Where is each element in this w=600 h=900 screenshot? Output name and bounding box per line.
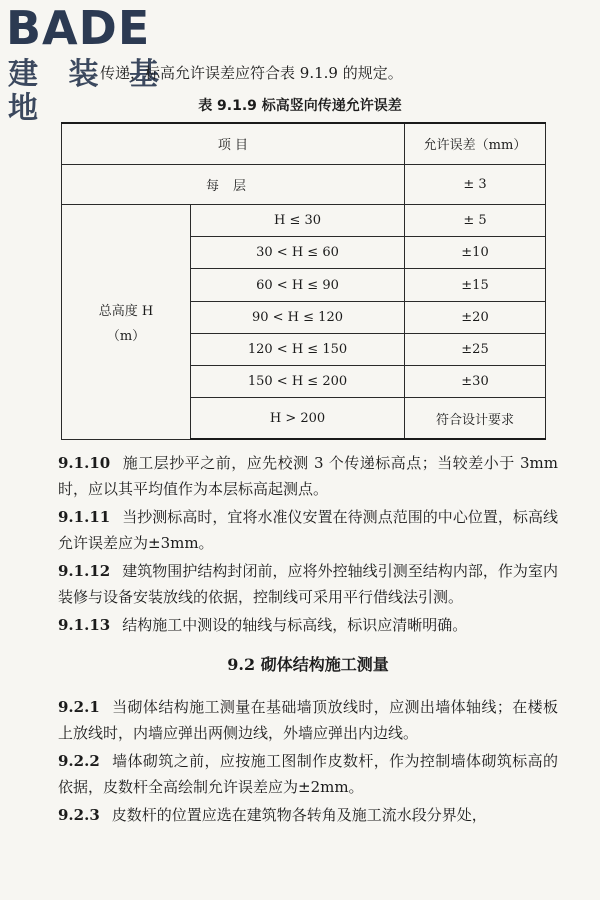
clause-number: 9.1.11	[58, 508, 111, 526]
height-tolerance: ±20	[405, 301, 546, 333]
clause-text: 当抄测标高时，宜将水准仪安置在待测点范围的中心位置，标高线允许误差应为±3mm。	[58, 508, 558, 552]
table-caption: 表 9.1.9 标高竖向传递允许误差	[198, 98, 402, 114]
clause-9-2-2	[58, 748, 558, 800]
clause-text: 皮数杆的位置应选在建筑物各转角及施工流水段分界处，	[111, 806, 487, 824]
clause-9-2-1	[58, 694, 558, 746]
clause-text: 施工层抄平之前，应先校测 3 个传递标高点；当较差小于 3mm 时，应以其平均值作为本层标高起测点。	[58, 454, 558, 498]
clause-text: 墙体砌筑之前，应按施工图制作皮数杆，作为控制墙体砌筑标高的依据，皮数杆全高绘制允许误差应为±2mm。	[58, 752, 558, 796]
height-tolerance: ±30	[405, 366, 546, 398]
clause-number: 9.2.2	[58, 752, 100, 770]
logo-wordmark: BADE	[6, 1, 151, 55]
height-range: 90 < H ≤ 120	[191, 301, 405, 333]
clause-number: 9.2.1	[58, 698, 100, 716]
height-range: 60 < H ≤ 90	[191, 269, 405, 301]
clause-number: 9.2.3	[58, 806, 100, 824]
per-floor-label: 每层	[62, 164, 405, 204]
clause-9-1-11	[58, 504, 558, 556]
clause-number: 9.1.12	[58, 562, 111, 580]
section-heading-9-2: 9.2 砌体结构施工测量	[227, 655, 389, 674]
per-floor-value: ± 3	[405, 164, 546, 204]
height-range: H > 200	[191, 398, 405, 439]
clause-text: 建筑物围护结构封闭前，应将外控轴线引测至结构内部，作为室内装修与设备安装放线的依据，控制线可采用平行借线法引测。	[58, 562, 558, 606]
clause-text: 结构施工中测设的轴线与标高线，标识应清晰明确。	[122, 616, 468, 634]
table-row-per-floor	[62, 164, 546, 204]
height-range: 150 < H ≤ 200	[191, 366, 405, 398]
clause-9-2-3	[58, 802, 558, 828]
tolerance-table	[61, 122, 546, 440]
clause-9-1-10	[58, 450, 558, 502]
clauses-body	[58, 450, 558, 830]
total-height-label-line1: 总高度 H	[98, 303, 154, 319]
table-row	[62, 205, 546, 237]
height-range: H ≤ 30	[191, 205, 405, 237]
height-range: 120 < H ≤ 150	[191, 333, 405, 365]
clause-number: 9.1.13	[58, 616, 111, 634]
intro-text: 传递，标高允许误差应符合表 9.1.9 的规定。	[100, 64, 403, 82]
height-tolerance: ± 5	[405, 205, 546, 237]
table-header-row	[62, 123, 546, 164]
header-tolerance: 允许误差（mm）	[405, 123, 546, 164]
height-tolerance: ±10	[405, 237, 546, 269]
logo-subtitle: 建 装 基 地	[8, 57, 169, 126]
height-tolerance: 符合设计要求	[405, 398, 546, 439]
clause-number: 9.1.10	[58, 454, 111, 472]
height-tolerance: ±15	[405, 269, 546, 301]
clause-text: 当砌体结构施工测量在基础墙顶放线时，应测出墙体轴线；在楼板上放线时，内墙应弹出两侧边线，外墙应弹出内边线。	[58, 698, 558, 742]
total-height-label-line2: （m）	[106, 328, 146, 344]
height-range: 30 < H ≤ 60	[191, 237, 405, 269]
height-tolerance: ±25	[405, 333, 546, 365]
clause-9-1-13	[58, 612, 558, 638]
header-item: 项 目	[62, 123, 405, 164]
total-height-label	[62, 205, 191, 440]
clause-9-1-12	[58, 558, 558, 610]
